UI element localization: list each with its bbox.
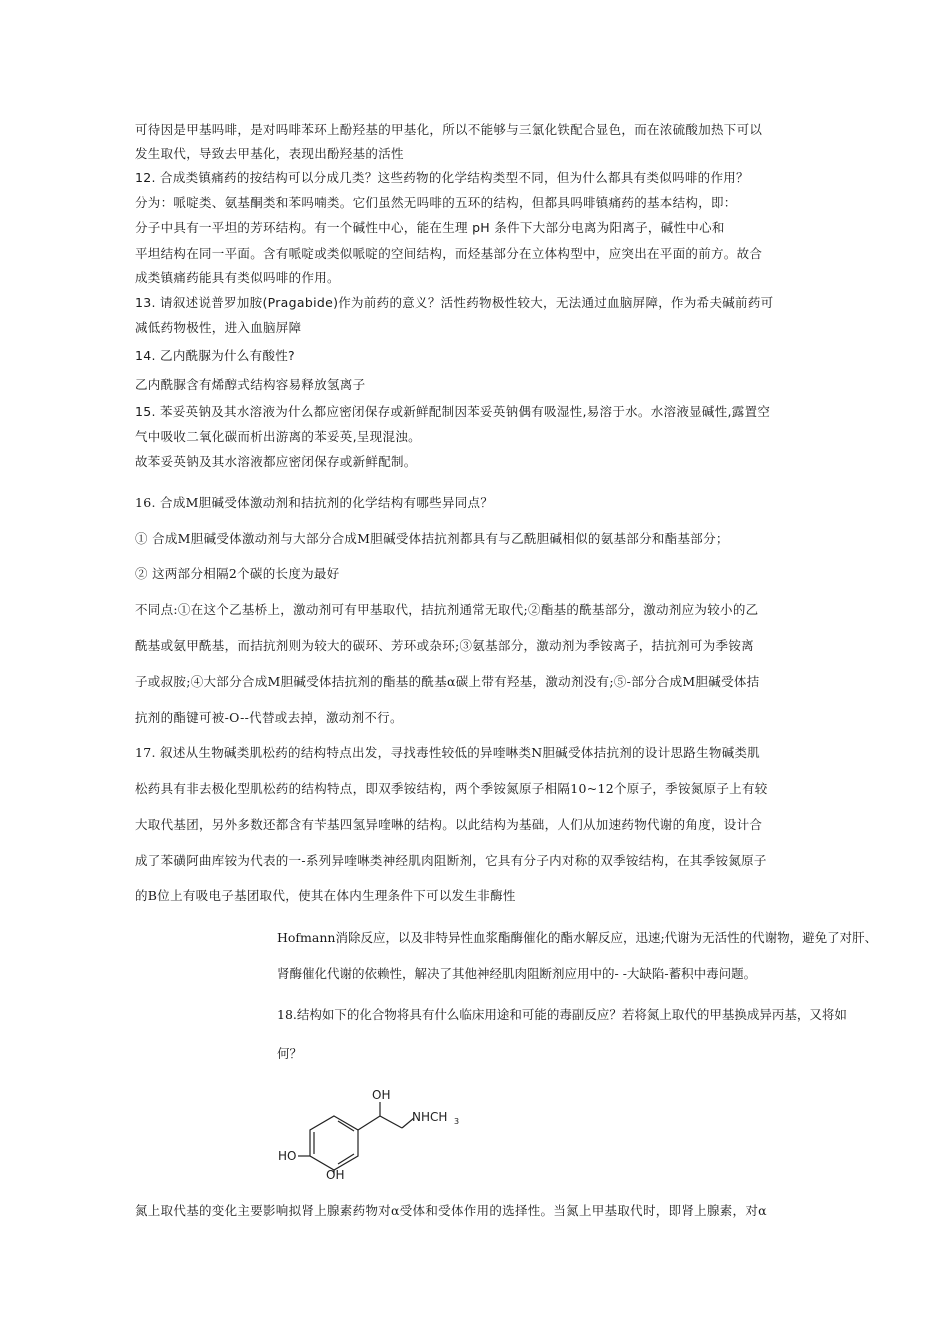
text-line: 不同点:①在这个乙基桥上，激动剂可有甲基取代，拮抗剂通常无取代;②酯基的酰基部分，激动剂应为较小的乙 — [135, 602, 759, 617]
hydroxyl-label: OH — [326, 1168, 345, 1180]
text-line: 氮上取代基的变化主要影响拟肾上腺素药物对α受体和受体作用的选择性。当氮上甲基取代时，即肾上腺素，对α — [135, 1203, 767, 1218]
question-17: 17. 叙述从生物碱类肌松药的结构特点出发，寻找毒性较低的异喹啉类N胆碱受体拮抗剂的设计思路生物碱类肌 — [135, 745, 761, 760]
text-line: 气中吸收二氧化碳而析出游离的苯妥英,呈现混浊。 — [135, 429, 421, 444]
text-line: 何？ — [277, 1046, 303, 1061]
hydroxyl-label: HO — [278, 1149, 297, 1163]
text-line: 的B位上有吸电子基团取代，使其在体内生理条件下可以发生非酶性 — [135, 888, 516, 903]
text-line: 成了苯磺阿曲库铵为代表的一-系列异喹啉类神经肌肉阻断剂，它具有分子内对称的双季铵结构，在其季铵氮原子 — [135, 853, 767, 868]
hydroxyl-label: OH — [372, 1088, 391, 1102]
subscript-label: 3 — [454, 1117, 460, 1126]
question-13: 13. 请叙述说普罗加胺(Pragabide)作为前药的意义？活性药物极性较大，无法通过血脑屏障，作为希夫碱前药可 — [135, 295, 774, 310]
text-line: 成类镇痛药能具有类似吗啡的作用。 — [135, 270, 340, 285]
text-line: Hofmann消除反应，以及非特异性血浆酯酶催化的酯水解反应，迅速;代谢为无活性的代谢物，避免了对肝、 — [277, 930, 878, 945]
text-line: 肾酶催化代谢的依赖性，解决了其他神经肌肉阻断剂应用中的- -大缺陷-蓄积中毒问题。 — [277, 966, 757, 981]
question-16: 16. 合成M胆碱受体激动剂和拮抗剂的化学结构有哪些异同点？ — [135, 495, 494, 510]
list-item: ① 合成M胆碱受体激动剂与大部分合成M胆碱受体拮抗剂都具有与乙酰胆碱相似的氨基部分和酯基部分； — [135, 531, 729, 546]
text-line: 松药具有非去极化型肌松药的结构特点，即双季铵结构，两个季铵氮原子相隔10~12个原子，季铵氮原子上有较 — [135, 781, 768, 796]
text-line: 故苯妥英钠及其水溶液都应密闭保存或新鲜配制。 — [135, 454, 417, 469]
text-line: 分子中具有一平坦的芳环结构。有一个碱性中心，能在生理 pH 条件下大部分电离为阳离子，碱性中心和 — [135, 220, 725, 235]
benzene-ring — [310, 1116, 358, 1170]
methylamino-label: NHCH — [412, 1110, 448, 1124]
list-item: ② 这两部分相隔2个碳的长度为最好 — [135, 566, 340, 581]
question-18: 18.结构如下的化合物将具有什么临床用途和可能的毒副反应？若将氮上取代的甲基换成异丙基，又将如 — [277, 1007, 847, 1022]
question-15: 15. 苯妥英钠及其水溶液为什么都应密闭保存或新鲜配制因苯妥英钠偶有吸湿性,易溶于水。水溶液显碱性,露置空 — [135, 404, 771, 419]
question-14: 14. 乙内酰脲为什么有酸性? — [135, 348, 295, 363]
chemical-structure — [276, 1088, 476, 1180]
text-line: 减低药物极性，进入血脑屏障 — [135, 320, 302, 335]
text-line: 子或叔胺;④大部分合成M胆碱受体拮抗剂的酯基的酰基α碳上带有羟基，激动剂没有;⑤-部分合成M胆碱受体拮 — [135, 674, 760, 689]
text-line: 分为：哌啶类、氨基酮类和苯吗喃类。它们虽然无吗啡的五环的结构，但都具吗啡镇痛药的基本结构，即： — [135, 195, 737, 210]
text-line: 发生取代，导致去甲基化，表现出酚羟基的活性 — [135, 146, 404, 161]
text-line: 抗剂的酯键可被-O--代替或去掉，激动剂不行。 — [135, 710, 403, 725]
text-line: 可待因是甲基吗啡，是对吗啡苯环上酚羟基的甲基化，所以不能够与三氯化铁配合显色，而在浓硫酸加热下可以 — [135, 122, 763, 137]
text-line: 乙内酰脲含有烯醇式结构容易释放氢离子 — [135, 377, 366, 392]
question-12: 12. 合成类镇痛药的按结构可以分成几类？这些药物的化学结构类型不同，但为什么都具有类似吗啡的作用？ — [135, 170, 749, 185]
text-line: 酰基或氨甲酰基，而拮抗剂则为较大的碳环、芳环或杂环;③氨基部分，激动剂为季铵离子，拮抗剂可为季铵离 — [135, 638, 754, 653]
text-line: 大取代基团，另外多数还都含有苄基四氢异喹啉的结构。以此结构为基础，人们从加速药物代谢的角度，设计合 — [135, 817, 763, 832]
text-line: 平坦结构在同一平面。含有哌啶或类似哌啶的空间结构，而烃基部分在立体构型中，应突出在平面的前方。故合 — [135, 246, 763, 261]
